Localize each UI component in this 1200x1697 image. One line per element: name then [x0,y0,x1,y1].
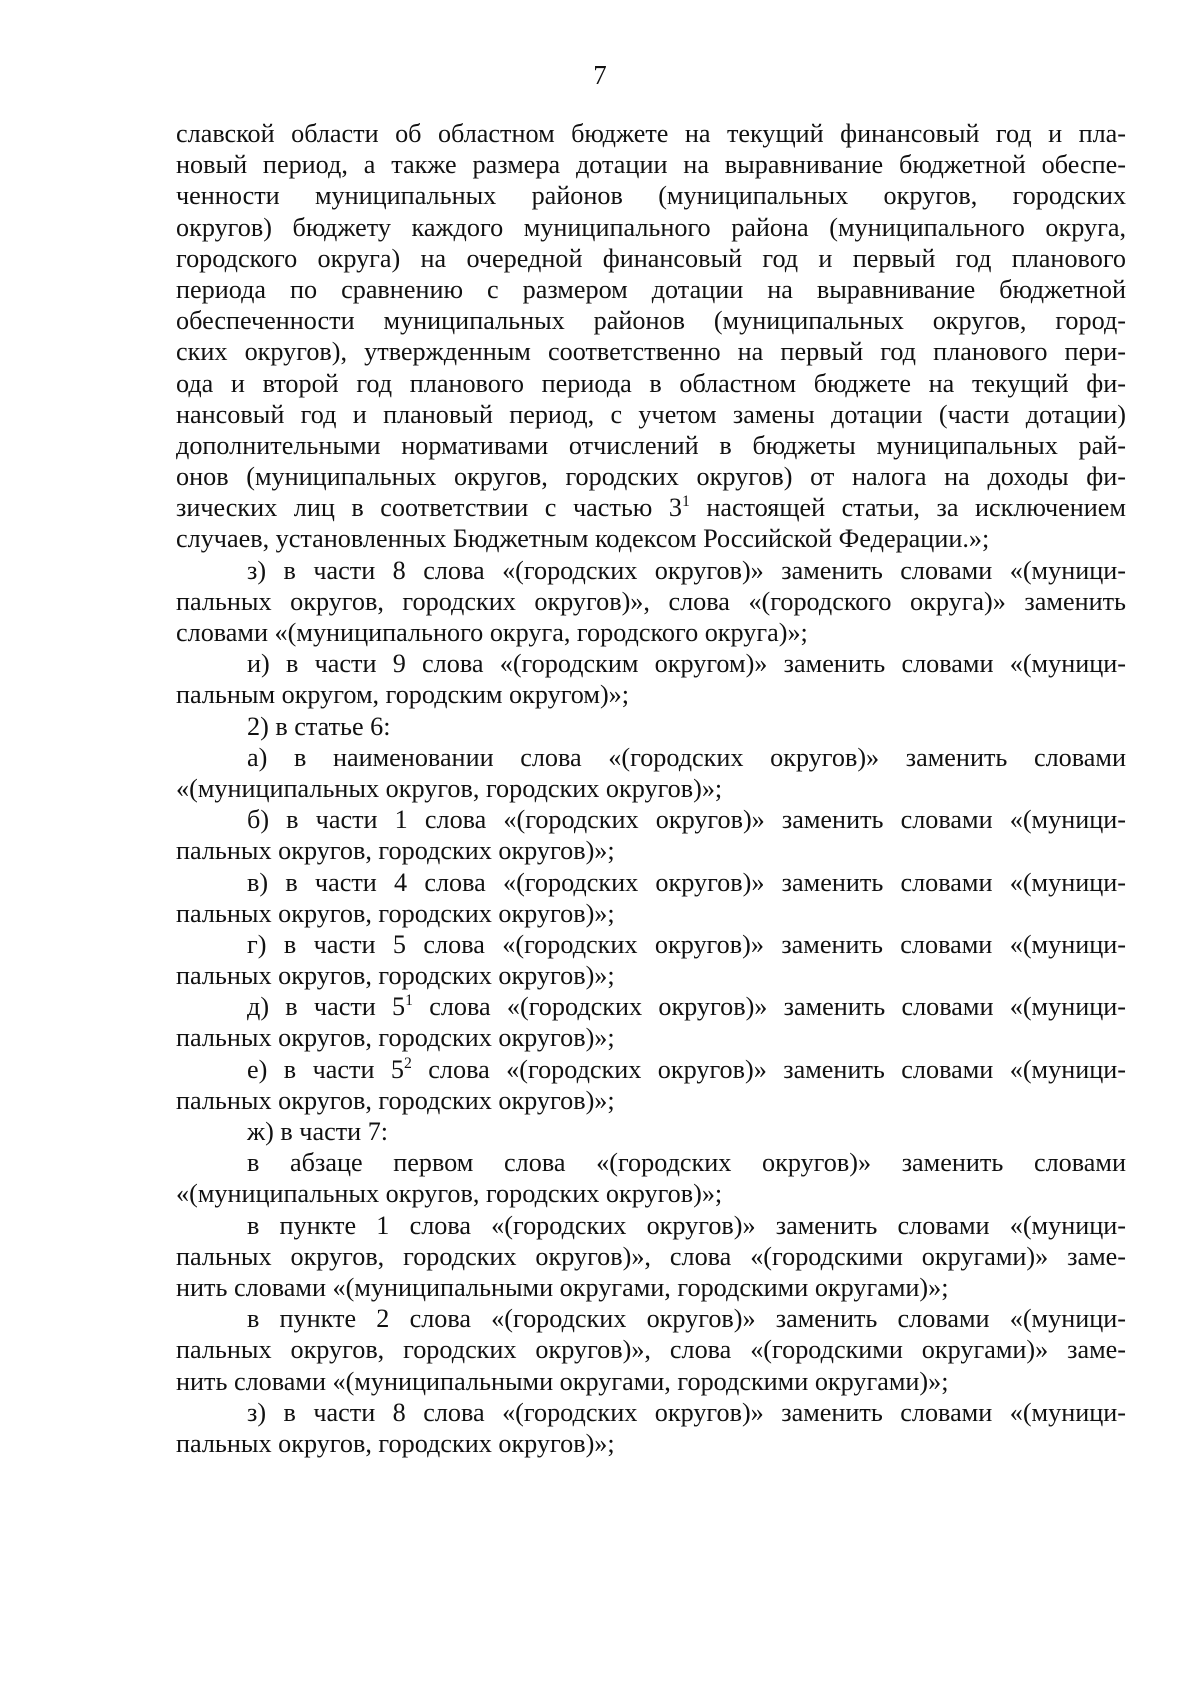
text-line: пальных округов, городских округов)», слова «(городскими округами)» заме- [176,1241,1126,1271]
text-line: в) в части 4 слова «(городских округов)» заменить словами «(муници- [247,867,1126,897]
text-fragment: настоящей статьи, за исключением [689,493,1126,523]
text-line: з) в части 8 слова «(городских округов)» заменить словами «(муници- [247,555,1126,585]
text-line: нить словами «(муниципальными округами, городскими округами)»; [176,1366,949,1396]
document-body [176,118,1126,1459]
text-line: б) в части 1 слова «(городских округов)» заменить словами «(муници- [247,805,1126,835]
text-line: словами «(муниципального округа, городского округа)»; [176,618,808,647]
text-line: городского округа) на очередной финансовый год и первый год планового [176,243,1126,273]
text-line: ода и второй год планового периода в областном бюджете на текущий фи- [176,368,1126,398]
text-line: пальных округов, городских округов)»; [176,1085,615,1115]
text-line: случаев, установленных Бюджетным кодексом Российской Федерации.»; [176,524,990,554]
superscript: 1 [681,493,690,511]
text-line-with-superscript [176,492,1126,523]
text-line: округов) бюджету каждого муниципального района (муниципального округа, [176,212,1126,242]
text-fragment: зических лиц в соответствии с частью 3 [176,493,682,523]
text-line: пальных округов, городских округов)»; [176,961,615,991]
text-line: пальным округом, городским округом)»; [176,680,630,710]
superscript: 2 [404,1054,412,1072]
text-line: з) в части 8 слова «(городских округов)» заменить словами «(муници- [247,1397,1126,1427]
text-line: в пункте 2 слова «(городских округов)» заменить словами «(муници- [247,1304,1126,1334]
text-line: новый период, а также размера дотации на выравнивание бюджетной обеспе- [176,150,1126,180]
text-line: пальных округов, городских округов)», слова «(городского округа)» заменить [176,586,1126,616]
superscript: 1 [405,992,413,1010]
text-line: нить словами «(муниципальными округами, городскими округами)»; [176,1272,949,1302]
text-fragment: е) в части 5 [247,1054,404,1084]
text-line: «(муниципальных округов, городских округов)»; [176,773,723,803]
text-line: ж) в части 7: [247,1117,389,1146]
text-line: пальных округов, городских округов)»; [176,1428,615,1458]
text-line: пальных округов, городских округов)»; [176,1023,615,1053]
text-fragment: слова «(городских округов)» заменить словами «(муници- [412,992,1126,1022]
text-line: «(муниципальных округов, городских округов)»; [176,1179,723,1209]
text-line: ских округов), утвержденным соответственно на первый год планового пери- [176,337,1126,367]
text-line: обеспеченности муниципальных районов (муниципальных округов, город- [176,306,1126,336]
text-line: нансовый год и плановый период, с учетом замены дотации (части дотации) [176,399,1126,429]
text-line: периода по сравнению с размером дотации на выравнивание бюджетной [176,274,1126,304]
text-line: пальных округов, городских округов)»; [176,898,615,928]
text-line: в абзаце первом слова «(городских округов)» заменить словами [247,1148,1126,1178]
text-line: 2) в статье 6: [247,711,391,741]
text-line: а) в наименовании слова «(городских округов)» заменить словами [247,742,1126,772]
text-line: пальных округов, городских округов)»; [176,836,615,866]
text-line: славской области об областном бюджете на текущий финансовый год и пла- [176,119,1126,148]
text-line: в пункте 1 слова «(городских округов)» заменить словами «(муници- [247,1210,1126,1240]
text-line: и) в части 9 слова «(городским округом)» заменить словами «(муници- [247,649,1126,679]
text-line: ченности муниципальных районов (муниципальных округов, городских [176,181,1126,211]
text-line-with-superscript [176,991,1126,1022]
text-line: онов (муниципальных округов, городских округов) от налога на доходы фи- [176,462,1126,492]
text-fragment: слова «(городских округов)» заменить словами «(муници- [411,1054,1126,1084]
text-fragment: д) в части 5 [247,992,406,1022]
text-line: пальных округов, городских округов)», слова «(городскими округами)» заме- [176,1335,1126,1365]
text-line-with-superscript [176,1054,1126,1085]
text-line: г) в части 5 слова «(городских округов)» заменить словами «(муници- [247,929,1126,959]
page-number: 7 [593,60,607,90]
text-line: дополнительными нормативами отчислений в бюджеты муниципальных рай- [176,430,1126,460]
